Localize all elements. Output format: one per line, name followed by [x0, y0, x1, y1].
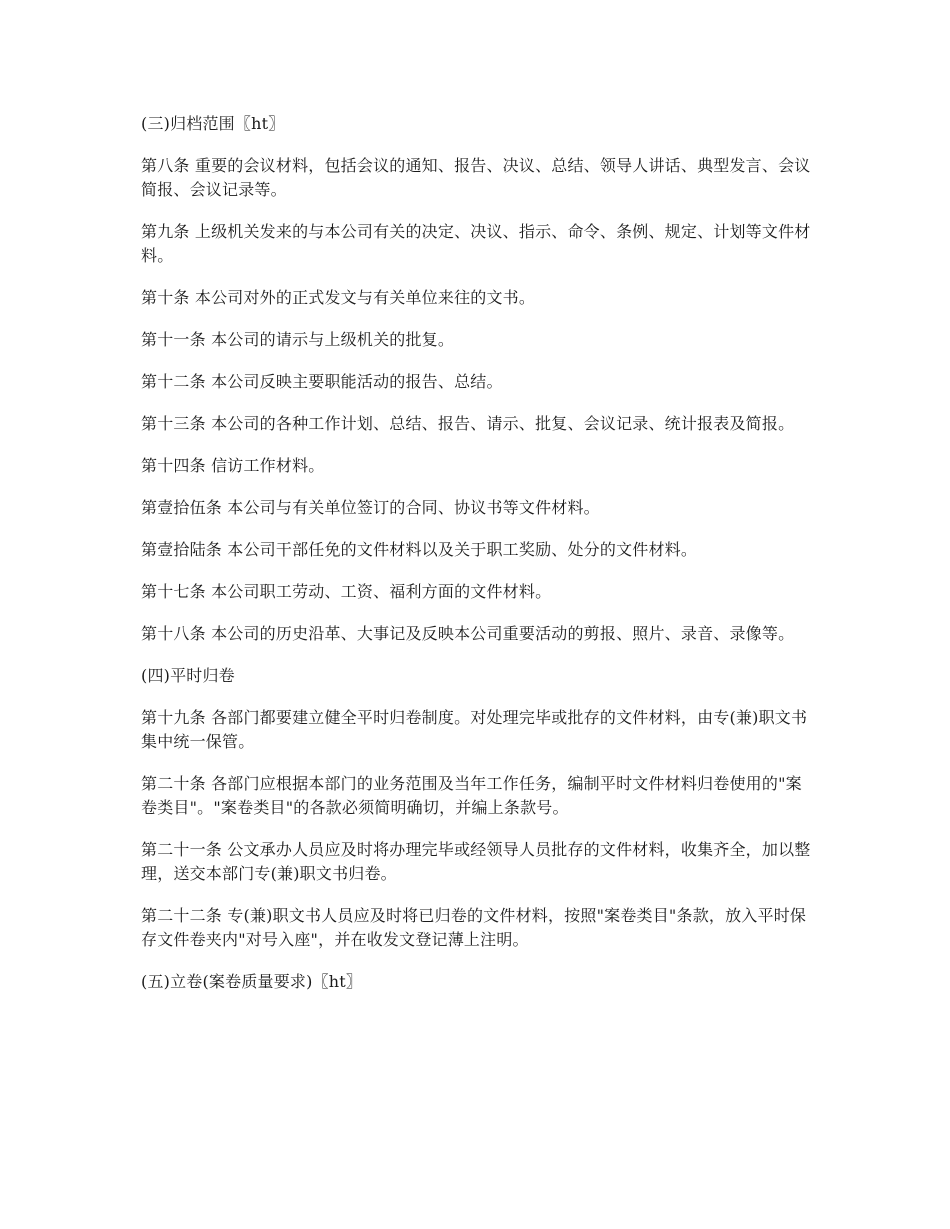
article-9: 第九条 上级机关发来的与本公司有关的决定、决议、指示、命令、条例、规定、计划等文件材料。	[141, 222, 811, 265]
article-18: 第十八条 本公司的历史沿革、大事记及反映本公司重要活动的剪报、照片、录音、录像等。	[141, 624, 795, 643]
section-heading-routine-filing: (四)平时归卷	[141, 666, 235, 685]
article-8: 第八条 重要的会议材料，包括会议的通知、报告、决议、总结、领导人讲话、典型发言、会议简报、会议记录等。	[141, 156, 811, 199]
article-13: 第十三条 本公司的各种工作计划、总结、报告、请示、批复、会议记录、统计报表及简报。	[141, 414, 795, 433]
article-17: 第十七条 本公司职工劳动、工资、福利方面的文件材料。	[141, 582, 552, 601]
article-22: 第二十二条 专(兼)职文书人员应及时将已归卷的文件材料，按照"案卷类目"条款，放入平时保存文件卷夹内"对号入座"，并在收发文登记薄上注明。	[141, 906, 807, 949]
section-heading-archiving-scope: (三)归档范围〖ht〗	[141, 114, 285, 133]
article-12: 第十二条 本公司反映主要职能活动的报告、总结。	[141, 372, 503, 391]
article-21: 第二十一条 公文承办人员应及时将办理完毕或经领导人员批存的文件材料，收集齐全，加以整理，送交本部门专(兼)职文书归卷。	[141, 840, 811, 883]
section-heading-file-quality: (五)立卷(案卷质量要求)〖ht〗	[141, 972, 363, 991]
article-20: 第二十条 各部门应根据本部门的业务范围及当年工作任务，编制平时文件材料归卷使用的"案卷类目"。"案卷类目"的各款必须简明确切，并编上条款号。	[141, 774, 802, 817]
article-15: 第壹拾伍条 本公司与有关单位签订的合同、协议书等文件材料。	[141, 498, 600, 517]
article-11: 第十一条 本公司的请示与上级机关的批复。	[141, 330, 455, 349]
article-10: 第十条 本公司对外的正式发文与有关单位来往的文书。	[141, 288, 536, 307]
article-14: 第十四条 信访工作材料。	[141, 456, 325, 475]
article-16: 第壹拾陆条 本公司干部任免的文件材料以及关于职工奖励、处分的文件材料。	[141, 540, 698, 559]
article-19: 第十九条 各部门都要建立健全平时归卷制度。对处理完毕或批存的文件材料，由专(兼)职文书集中统一保管。	[141, 708, 808, 751]
document-page	[141, 112, 813, 1012]
